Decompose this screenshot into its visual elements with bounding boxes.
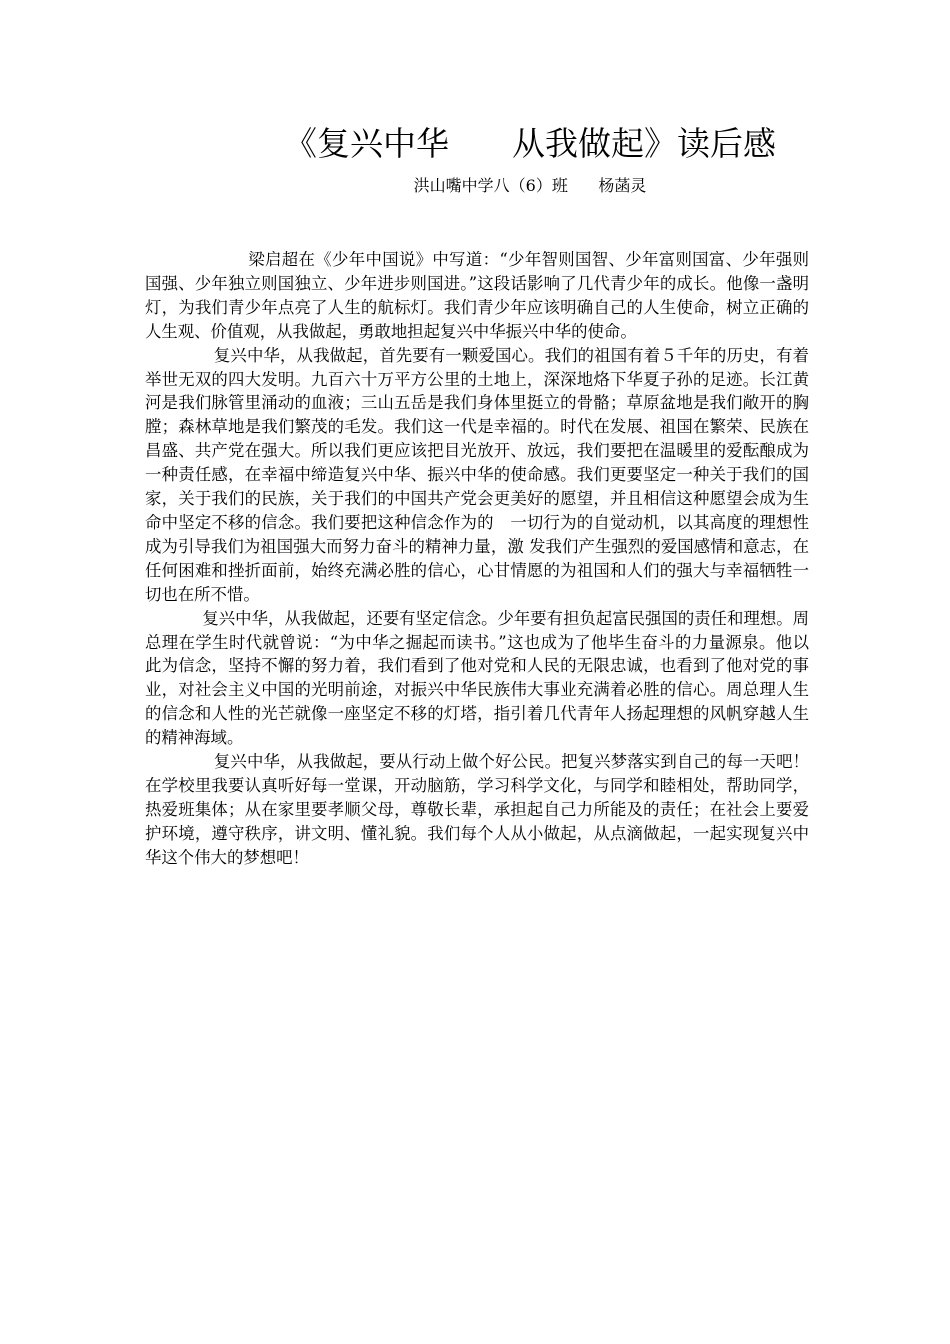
author-byline: 洪山嘴中学八（6）班 杨菡灵 xyxy=(413,176,647,195)
paragraph-3: 复兴中华，从我做起，还要有坚定信念。少年要有担负起富民强国的责任和理想。周总理在学生时代就曾说：“为中华之掘起而读书。”这也成为了他毕生奋斗的力量源泉。他以此为信念，坚持不懈的努力着，我们看到了他对党和人民的无限忠诚，也看到了他对党的事业，对社会主义中国的光明前途，对振兴中华民族伟大事业充满着必胜的信心。周总理人生的信念和人性的光芒就像一座坚定不移的灯塔，指引着几代青年人扬起理想的风帆穿越人生的精神海域。 xyxy=(145,608,809,748)
document-title: 《复兴中华 从我做起》读后感 xyxy=(284,124,776,163)
paragraph-4: 复兴中华，从我做起，要从行动上做个好公民。把复兴梦落实到自己的每一天吧！在学校里我要认真听好每一堂课，开动脑筋，学习科学文化，与同学和睦相处，帮助同学，热爱班集体；从在家里要孝顺父母，尊敬长辈，承担起自己力所能及的责任；在社会上要爱护环境，遵守秩序，讲文明、懂礼貌。我们每个人从小做起，从点滴做起，一起实现复兴中华这个伟大的梦想吧！ xyxy=(145,752,809,867)
paragraph-2: 复兴中华，从我做起，首先要有一颗爱国心。我们的祖国有着５千年的历史，有着举世无双的四大发明。九百六十万平方公里的土地上，深深地烙下华夏子孙的足迹。长江黄河是我们脉管里涌动的血液；三山五岳是我们身体里挺立的骨骼；草原盆地是我们敞开的胸膛；森林草地是我们繁茂的毛发。我们这一代是幸福的。时代在发展、祖国在繁荣、民族在昌盛、共产党在强大。所以我们更应该把目光放开、放远，我们要把在温暖里的爱酝酿成为一种责任感，在幸福中缔造复兴中华、振兴中华的使命感。我们更要坚定一种关于我们的国家，关于我们的民族，关于我们的中国共产党会更美好的愿望，并且相信这种愿望会成为生命中坚定不移的信念。我们要把这种信念作为的 一切行为的自觉动机，以其高度的理想性成为引导我们为祖国强大而努力奋斗的精神力量，激 发我们产生强烈的爱国感情和意志，在任何困难和挫折面前，始终充满必胜的信心，心甘情愿的为祖国和人们的强大与幸福牺牲一切也在所不惜。 xyxy=(145,345,809,604)
document-body xyxy=(145,248,809,870)
paragraph-1: 梁启超在《少年中国说》中写道：“少年智则国智、少年富则国富、少年强则国强、少年独立则国独立、少年进步则国进。”这段话影响了几代青少年的成长。他像一盏明灯，为我们青少年点亮了人生的航标灯。我们青少年应该明确自己的人生使命，树立正确的人生观、价值观，从我做起，勇敢地担起复兴中华振兴中华的使命。 xyxy=(145,250,809,341)
